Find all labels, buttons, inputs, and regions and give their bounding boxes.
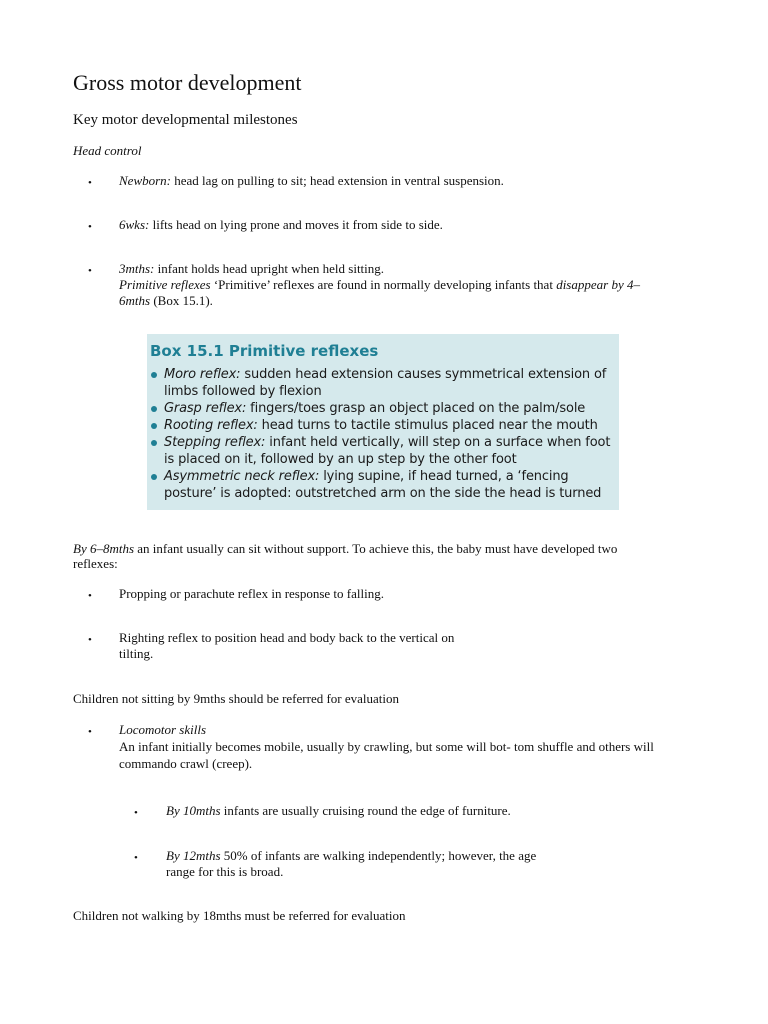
sitting-referral: Children not sitting by 9mths should be referred for evaluation bbox=[73, 691, 400, 706]
page-title: Gross motor development bbox=[73, 70, 302, 95]
walking-referral: Children not walking by 18mths must be referred for evaluation bbox=[73, 908, 406, 923]
box-item-grasp: Grasp reflex: fingers/toes grasp an object placed on the palm/sole bbox=[164, 401, 616, 418]
list-item-6wks: 6wks: lifts head on lying prone and moves it from side to side. bbox=[119, 217, 443, 232]
bullet-icon: • bbox=[88, 634, 92, 646]
locomotor-paragraph: An infant initially becomes mobile, usually by crawling, but some will bot- tom shuffle and others will bbox=[119, 739, 654, 754]
box-item-rooting: Rooting reflex: head turns to tactile stimulus placed near the mouth bbox=[164, 418, 616, 435]
list-item-newborn: Newborn: head lag on pulling to sit; head extension in ventral suspension. bbox=[119, 173, 504, 188]
sitting-paragraph-cont: reflexes: bbox=[73, 556, 118, 571]
section-subtitle: Key motor developmental milestones bbox=[73, 112, 298, 128]
list-item-12mths: By 12mths 50% of infants are walking independently; however, the age bbox=[166, 848, 537, 863]
bullet-icon: • bbox=[88, 726, 92, 738]
box-item-stepping: Stepping reflex: infant held vertically, will step on a surface when foot is placed on it, followed by an up step by the other foot bbox=[164, 435, 616, 469]
list-item-righting-reflex-cont: tilting. bbox=[119, 646, 154, 661]
bullet-icon: • bbox=[88, 177, 92, 189]
box-item-asymmetric-neck: Asymmetric neck reflex: lying supine, if head turned, a ‘fencing posture’ is adopted: outstretched arm on the side the head is turned bbox=[164, 469, 616, 503]
bullet-icon: • bbox=[134, 807, 138, 819]
list-item-propping-reflex: Propping or parachute reflex in response to falling. bbox=[119, 586, 384, 601]
box-title: Box 15.1 Primitive reflexes bbox=[150, 342, 379, 360]
bullet-icon: • bbox=[88, 221, 92, 233]
bullet-icon bbox=[151, 440, 157, 446]
bullet-icon bbox=[151, 372, 157, 378]
list-item-3mths: 3mths: infant holds head upright when held sitting. bbox=[119, 261, 385, 276]
head-control-label: Head control bbox=[73, 143, 142, 158]
primitive-reflexes-box bbox=[147, 334, 619, 510]
primitive-reflexes-intro: Primitive reflexes ‘Primitive’ reflexes are found in normally developing infants that disappear by 4– bbox=[119, 277, 640, 292]
list-item-12mths-cont: range for this is broad. bbox=[166, 864, 284, 879]
sitting-paragraph: By 6–8mths an infant usually can sit without support. To achieve this, the baby must have developed two bbox=[73, 541, 618, 556]
bullet-icon bbox=[151, 474, 157, 480]
box-item-moro: Moro reflex: sudden head extension causes symmetrical extension of limbs followed by flexion bbox=[164, 367, 616, 401]
locomotor-paragraph-cont: commando crawl (creep). bbox=[119, 756, 253, 771]
bullet-icon bbox=[151, 423, 157, 429]
bullet-icon: • bbox=[88, 590, 92, 602]
primitive-reflexes-intro-cont: 6mths (Box 15.1). bbox=[119, 293, 213, 308]
bullet-icon bbox=[151, 406, 157, 412]
locomotor-label: Locomotor skills bbox=[119, 722, 207, 737]
bullet-icon: • bbox=[88, 265, 92, 277]
bullet-icon: • bbox=[134, 852, 138, 864]
list-item-righting-reflex: Righting reflex to position head and body back to the vertical on bbox=[119, 630, 455, 645]
list-item-10mths: By 10mths infants are usually cruising round the edge of furniture. bbox=[166, 803, 511, 818]
